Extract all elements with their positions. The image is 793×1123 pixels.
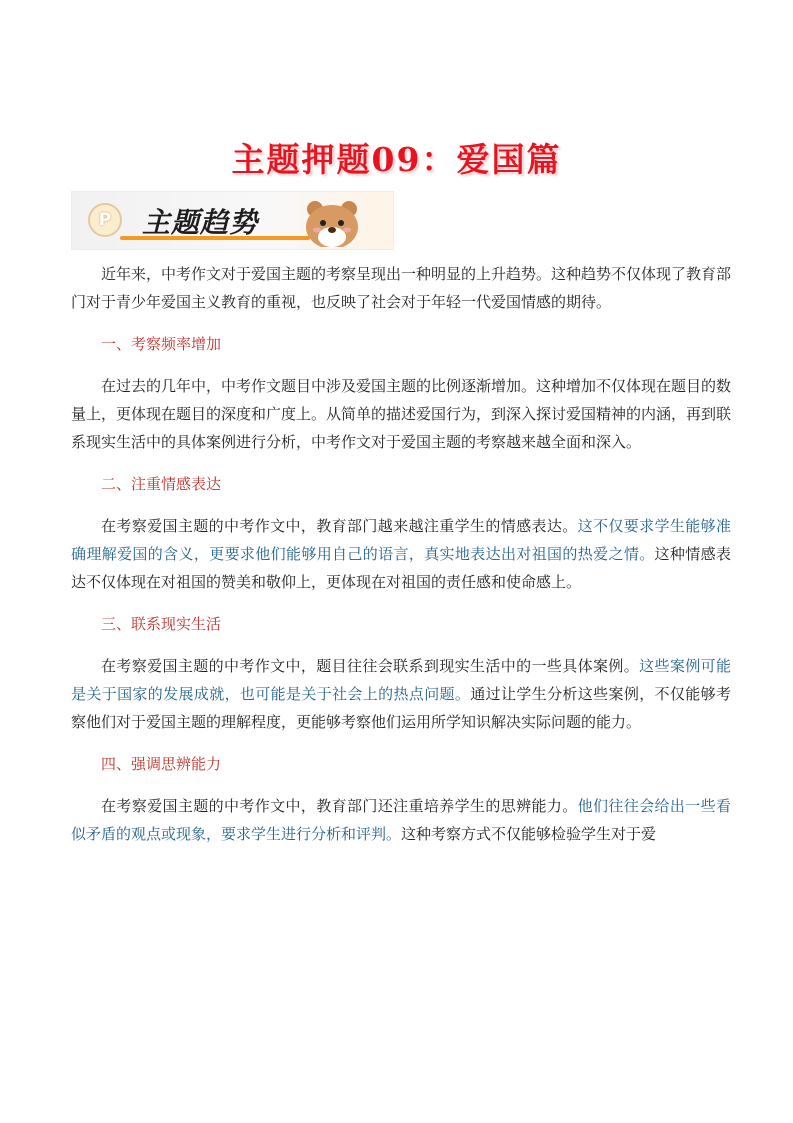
section-paragraph: 在考察爱国主题的中考作文中，教育部门还注重培养学生的思辨能力。他们往往会给出一些看似矛盾的观点或现象，要求学生进行分析和评判。这种考察方式不仅能够检验学生对于爱 bbox=[71, 797, 731, 843]
banner-label: 主题趋势 bbox=[142, 206, 259, 239]
bear-mascot-icon bbox=[297, 197, 365, 247]
section-heading: 二、注重情感表达 bbox=[101, 475, 222, 493]
highlighted-text: 这些案例可能是关于国家的发展成就，也可能是关于社会上的热点问题。 bbox=[71, 657, 731, 703]
section-heading: 四、强调思辨能力 bbox=[101, 755, 222, 773]
section-heading: 一、考察频率增加 bbox=[101, 335, 222, 353]
intro-paragraph: 近年来，中考作文对于爱国主题的考察呈现出一种明显的上升趋势。这种趋势不仅体现了教育部门对于青少年爱国主义教育的重视，也反映了社会对于年轻一代爱国情感的期待。 bbox=[71, 265, 732, 311]
section-heading: 三、联系现实生活 bbox=[101, 615, 222, 633]
section-paragraph: 在考察爱国主题的中考作文中，题目往往会联系到现实生活中的一些具体案例。这些案例可能是关于国家的发展成就，也可能是关于社会上的热点问题。通过让学生分析这些案例，不仅能够考察他们对于爱国主题的理解程度，更能够考察他们运用所学知识解决实际问题的能力。 bbox=[71, 657, 731, 731]
article-body bbox=[71, 260, 731, 862]
page-title: 主题押题09：爱国篇 bbox=[231, 140, 562, 179]
coin-icon: P bbox=[88, 203, 122, 237]
section-banner bbox=[71, 191, 394, 250]
section-paragraph: 在考察爱国主题的中考作文中，教育部门越来越注重学生的情感表达。这不仅要求学生能够准确理解爱国的含义，更要求他们能够用自己的语言，真实地表达出对祖国的热爱之情。这种情感表达不仅体现在对祖国的赞美和敬仰上，更体现在对祖国的责任感和使命感上。 bbox=[71, 517, 731, 591]
section-paragraph: 在过去的几年中，中考作文题目中涉及爱国主题的比例逐渐增加。这种增加不仅体现在题目的数量上，更体现在题目的深度和广度上。从简单的描述爱国行为，到深入探讨爱国精神的内涵，再到联系现实生活中的具体案例进行分析，中考作文对于爱国主题的考察越来越全面和深入。 bbox=[71, 377, 732, 451]
highlighted-text: 这不仅要求学生能够准确理解爱国的含义，更要求他们能够用自己的语言，真实地表达出对祖国的热爱之情。 bbox=[71, 517, 731, 563]
highlighted-text: 他们往往会给出一些看似矛盾的观点或现象，要求学生进行分析和评判。 bbox=[71, 797, 731, 843]
